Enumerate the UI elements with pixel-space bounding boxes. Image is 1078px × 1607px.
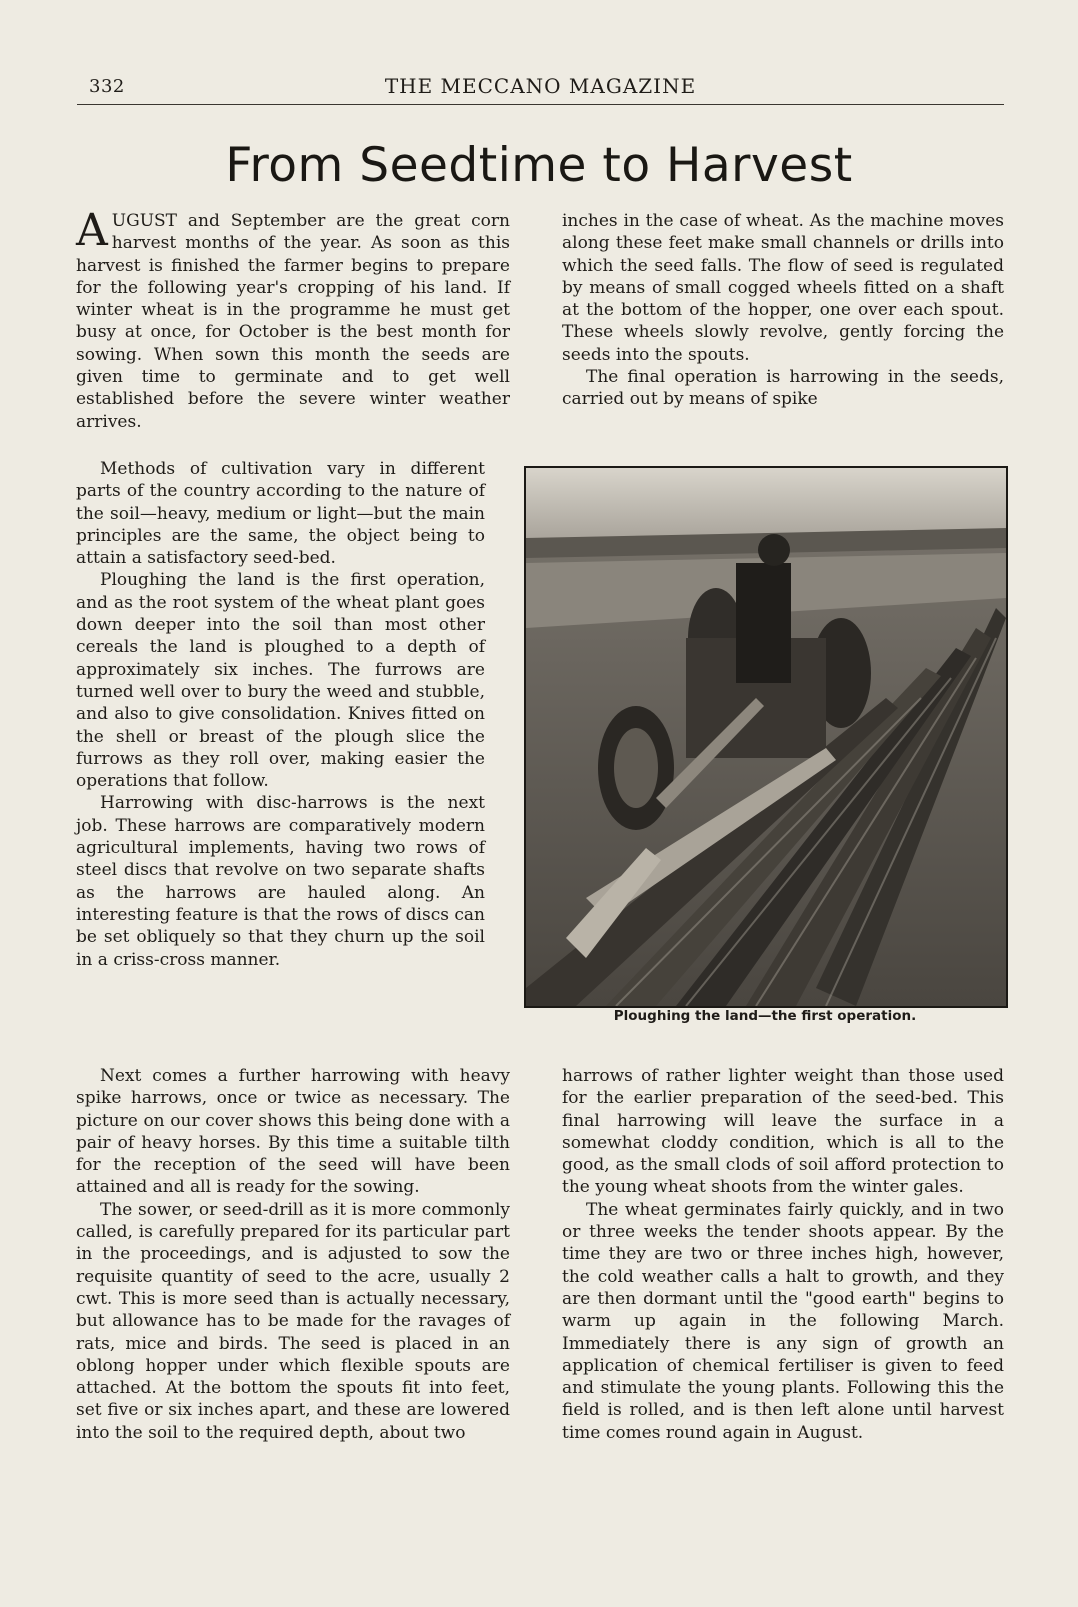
paragraph-3: Ploughing the land is the first operation, and as the root system of the wheat plant goes down deeper into the soil than most other cereals the land is ploughed to a depth of approximately six inches. The furrows are turned well over to bury the weed and stubble, and also to give consolidation. Knives fitted on the shell or breast of the plough slice the furrows as they roll over, making easier the operations that follow. [76, 570, 485, 792]
left-column-lower [76, 1065, 510, 1444]
left-column-top [76, 205, 510, 433]
page-number: 332 [89, 76, 125, 97]
paragraph-6: The sower, or seed-drill as it is more commonly called, is carefully prepared for its particular part in the proceedings, and is adjusted to sow the requisite quantity of seed to the acre, usually 2 cwt. This is more seed than is actually necessary, but allowance has to be made for the ravages of rats, mice and birds. The seed is placed in an oblong hopper under which flexible spouts are attached. At the bottom the spouts fit into feet, set five or six inches apart, and these are lowered into the soil to the required depth, about two [76, 1199, 510, 1443]
drop-cap: A [76, 205, 108, 256]
paragraph-2: Methods of cultivation vary in different parts of the country according to the nature of the soil—heavy, medium or light—but the main principles are the same, the object being to attain a satisfactory seed-bed. [76, 459, 485, 569]
left-column-narrow [76, 458, 485, 971]
photo-figure [524, 466, 1006, 1026]
paragraph-7: inches in the case of wheat. As the machine moves along these feet make small channels or drills into which the seed falls. The flow of seed is regulated by means of small cogged wheels fitted on a shaft at the bottom of the hopper, one over each spout. These wheels slowly revolve, gently forcing the seeds into the spouts. [562, 211, 1004, 365]
header-rule [77, 104, 1004, 105]
paragraph-5: Next comes a further harrowing with heavy spike harrows, once or twice as necessary. The picture on our cover shows this being done with a pair of heavy horses. By this time a suitable tilth for the reception of the seed will have been attained and all is ready for the sowing. [76, 1066, 510, 1198]
right-column-lower [562, 1065, 1004, 1444]
photo-caption: Ploughing the land—the first operation. [613, 1008, 917, 1024]
paragraph-1-text: UGUST and September are the great corn harvest months of the year. As soon as this harvest is finished the farmer begins to prepare for the following year's cropping of his land. If winter wheat is in the programme he must get busy at once, for October is the best month for sowing. When sown this month the seeds are given time to germinate and to get well established before the severe winter weather arrives. [76, 211, 510, 432]
paragraph-9: harrows of rather lighter weight than those used for the earlier preparation of the seed-bed. This final harrowing will leave the surface in a somewhat cloddy condition, which is all to the good, as the small clods of soil afford protection to the young wheat shoots from the winter gales. [562, 1066, 1004, 1198]
paragraph-1 [76, 205, 510, 433]
article-title: From Seedtime to Harvest [225, 138, 853, 193]
paragraph-10: The wheat germinates fairly quickly, and in two or three weeks the tender shoots appear. By the time they are two or three inches high, however, the cold weather calls a halt to growth, and they are then dormant until the "good earth" begins to warm up again in the following March. Immediately there is any sign of growth an application of chemical fertiliser is given to feed and stimulate the young plants. Following this the field is rolled, and is then left alone until harvest time comes round again in August. [562, 1199, 1004, 1443]
right-column-top [562, 210, 1004, 411]
tractor-ploughing-photo [524, 466, 1008, 1008]
paragraph-4: Harrowing with disc-harrows is the next job. These harrows are comparatively modern agricultural implements, having two rows of steel discs that revolve on two separate shafts as the harrows are hauled along. An interesting feature is that the rows of discs can be set obliquely so that they churn up the soil in a criss-cross manner. [76, 793, 485, 970]
running-head [77, 72, 1004, 102]
magazine-title: THE MECCANO MAGAZINE [384, 74, 697, 98]
paragraph-8: The final operation is harrowing in the seeds, carried out by means of spike [562, 367, 1004, 410]
